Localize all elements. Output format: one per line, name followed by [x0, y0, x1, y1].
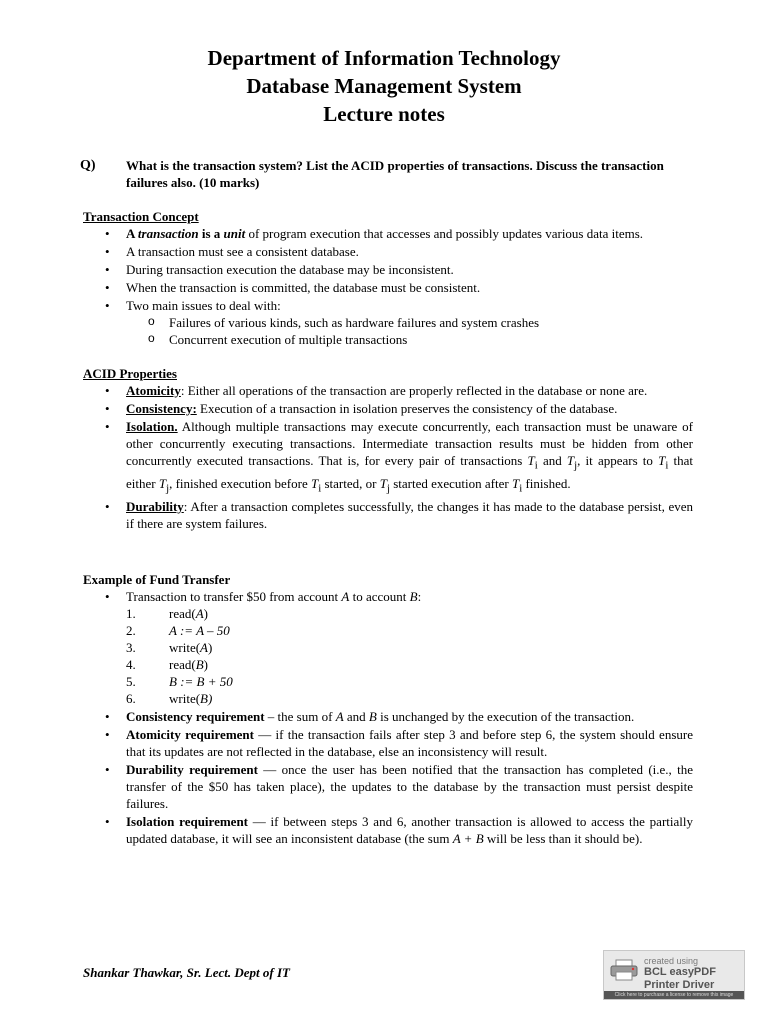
transfer-intro: :	[417, 589, 422, 604]
fund-transfer-heading: Example of Fund Transfer	[83, 572, 231, 587]
isolation-req-text: will be less than it should be).	[483, 831, 643, 846]
isolation-text: that either	[126, 453, 693, 491]
consistency-req-text: – the sum of	[264, 709, 336, 724]
durability-label: Durability	[126, 499, 184, 515]
course-title: Database Management System	[246, 74, 522, 98]
subscript-j: j	[166, 482, 170, 495]
step-text: )	[203, 606, 208, 621]
fund-transfer-list	[83, 588, 693, 848]
step-number: 5.	[126, 674, 136, 689]
subscript-i: i	[519, 482, 523, 495]
symbol-t: T	[379, 475, 387, 491]
list-item: • During transaction execution the database may be inconsistent.	[83, 261, 693, 278]
document-header	[0, 44, 768, 128]
step-text: write(	[169, 691, 201, 706]
acid-heading: ACID Properties	[83, 366, 177, 381]
atomicity-text: : Either all operations of the transaction are properly reflected in the database or none are.	[180, 383, 648, 398]
symbol-t: T	[158, 475, 167, 491]
step-text: := B + 50	[176, 674, 233, 689]
step-item	[126, 639, 693, 656]
stamp-brand-line2: Printer Driver	[644, 979, 715, 991]
subscript-j: j	[386, 482, 390, 495]
durability-req-text: — once the user has been notified that the transaction has completed (i.e., the transfer of the $50 has taken place), the updates to the database by the transaction must persist despite failures.	[126, 762, 693, 811]
symbol-t: T	[658, 453, 666, 468]
transfer-intro: to account	[349, 589, 410, 604]
list-item-atomicity-req	[83, 726, 693, 760]
step-text: write(	[169, 640, 201, 655]
footer-author: Shankar Thawkar, Sr. Lect. Dept of IT	[83, 965, 290, 980]
step-var: A	[195, 606, 204, 621]
list-item-consistency-req	[83, 708, 693, 725]
sub-list-item: o Failures of various kinds, such as hardware failures and system crashes	[126, 314, 693, 331]
step-item	[126, 605, 693, 622]
step-var: B	[169, 674, 177, 689]
list-item-atomicity	[83, 382, 693, 399]
step-text: read(	[169, 657, 196, 672]
list-item-transfer	[83, 588, 693, 707]
atomicity-req-text: — if the transaction fails after step 3 and before step 6, the system should ensure that its updates are not reflected in the database, else an inconsistency will result.	[126, 727, 693, 759]
isolation-text: started execution after	[389, 475, 512, 491]
step-number: 3.	[126, 640, 136, 655]
list-item-durability	[83, 498, 693, 532]
step-text: )	[203, 657, 208, 672]
list-item: • When the transaction is committed, the database must be consistent.	[83, 279, 693, 296]
list-item-isolation-req	[83, 813, 693, 847]
consistency-label: Consistency:	[126, 401, 197, 416]
subscript-i: i	[665, 459, 669, 472]
step-number: 2.	[126, 623, 136, 638]
consistency-req-text: and	[343, 709, 369, 724]
subscript-i: i	[534, 459, 538, 472]
step-var: A	[200, 640, 208, 655]
symbol-t: T	[527, 453, 535, 468]
list-item	[83, 297, 693, 348]
durability-req-label: Durability requirement	[126, 762, 258, 777]
durability-text: : After a transaction completes successfully, the changes it has made to the database persist, even if there are system failures.	[126, 499, 693, 532]
pdf-printer-stamp[interactable]	[603, 950, 745, 1000]
term-unit: unit	[223, 226, 246, 241]
step-var: A	[169, 623, 177, 638]
list-item: • A transaction must see a consistent database.	[83, 243, 693, 260]
isolation-req-label: Isolation requirement	[126, 814, 248, 829]
account-b: B	[409, 589, 418, 604]
account-a: A	[341, 589, 350, 604]
sum-expression: A + B	[452, 831, 484, 846]
step-number: 4.	[126, 657, 136, 672]
step-number: 1.	[126, 606, 136, 621]
list-item	[83, 225, 693, 242]
isolation-text: and	[537, 453, 567, 468]
step-item	[126, 622, 693, 639]
question-label: Q)	[80, 158, 96, 173]
acid-list	[83, 382, 693, 533]
symbol-t: T	[566, 453, 575, 468]
transaction-concept-list	[83, 225, 693, 349]
step-var: B)	[200, 691, 213, 706]
transfer-steps	[83, 605, 693, 707]
consistency-req-text: is unchanged by the execution of the transaction.	[376, 709, 635, 724]
subscript-i: i	[318, 482, 322, 495]
step-text: read(	[169, 606, 196, 621]
question-text: What is the transaction system? List the ACID properties of transactions. Discuss the transaction failures also. (10 marks)	[126, 158, 664, 190]
symbol-t: T	[310, 475, 319, 491]
atomicity-label: Atomicity	[126, 383, 181, 398]
symbol-t: T	[511, 475, 520, 491]
step-text: )	[208, 640, 213, 655]
account-b: B	[368, 709, 377, 724]
step-item	[126, 690, 693, 707]
question	[80, 157, 692, 191]
transaction-concept-heading: Transaction Concept	[83, 209, 199, 224]
stamp-purchase-bar[interactable]: Click here to purchase a license to remove this image	[604, 991, 744, 999]
isolation-text: finished.	[522, 475, 571, 491]
notes-title: Lecture notes	[323, 102, 445, 126]
consistency-req-label: Consistency requirement	[126, 709, 265, 724]
text-is-a: is a	[198, 226, 224, 241]
text-a: A	[126, 226, 138, 241]
isolation-req-text: — if between steps 3 and 6, another transaction is allowed to access the partially updated database, it will see an inconsistent database (the sum	[126, 814, 693, 846]
subscript-j: j	[574, 459, 578, 472]
term-transaction: transaction	[137, 226, 199, 241]
isolation-text: , finished execution before	[169, 475, 311, 491]
isolation-text: , it appears to	[577, 453, 659, 468]
atomicity-req-label: Atomicity requirement	[126, 727, 254, 742]
isolation-label: Isolation.	[126, 419, 178, 434]
sub-list-item: o Concurrent execution of multiple transactions	[126, 331, 693, 348]
step-number: 6.	[126, 691, 136, 706]
step-var: B	[195, 657, 204, 672]
list-item-consistency	[83, 400, 693, 417]
department-title: Department of Information Technology	[207, 46, 561, 70]
text-definition: of program execution that accesses and possibly updates various data items.	[245, 226, 644, 241]
issues-sublist	[126, 314, 693, 348]
consistency-text: Execution of a transaction in isolation preserves the consistency of the database.	[196, 401, 618, 416]
account-a: A	[335, 709, 344, 724]
step-item	[126, 673, 693, 690]
isolation-text: Although multiple transactions may execute concurrently, each transaction must be unaware of other concurrently executing transactions. Intermediate transaction results must be hidden from other concurrently executed transactions. That is, for every pair of transactions	[126, 419, 693, 468]
step-text: := A – 50	[176, 623, 230, 638]
issues-intro: Two main issues to deal with:	[126, 298, 281, 313]
isolation-text: started, or	[321, 475, 380, 491]
printer-icon	[610, 959, 638, 981]
stamp-created-text: created using	[644, 956, 699, 966]
stamp-brand-line1: BCL easyPDF	[644, 966, 716, 978]
list-item-durability-req	[83, 761, 693, 812]
transfer-intro: Transaction to transfer $50 from account	[126, 589, 342, 604]
step-item	[126, 656, 693, 673]
list-item-isolation	[83, 418, 693, 497]
